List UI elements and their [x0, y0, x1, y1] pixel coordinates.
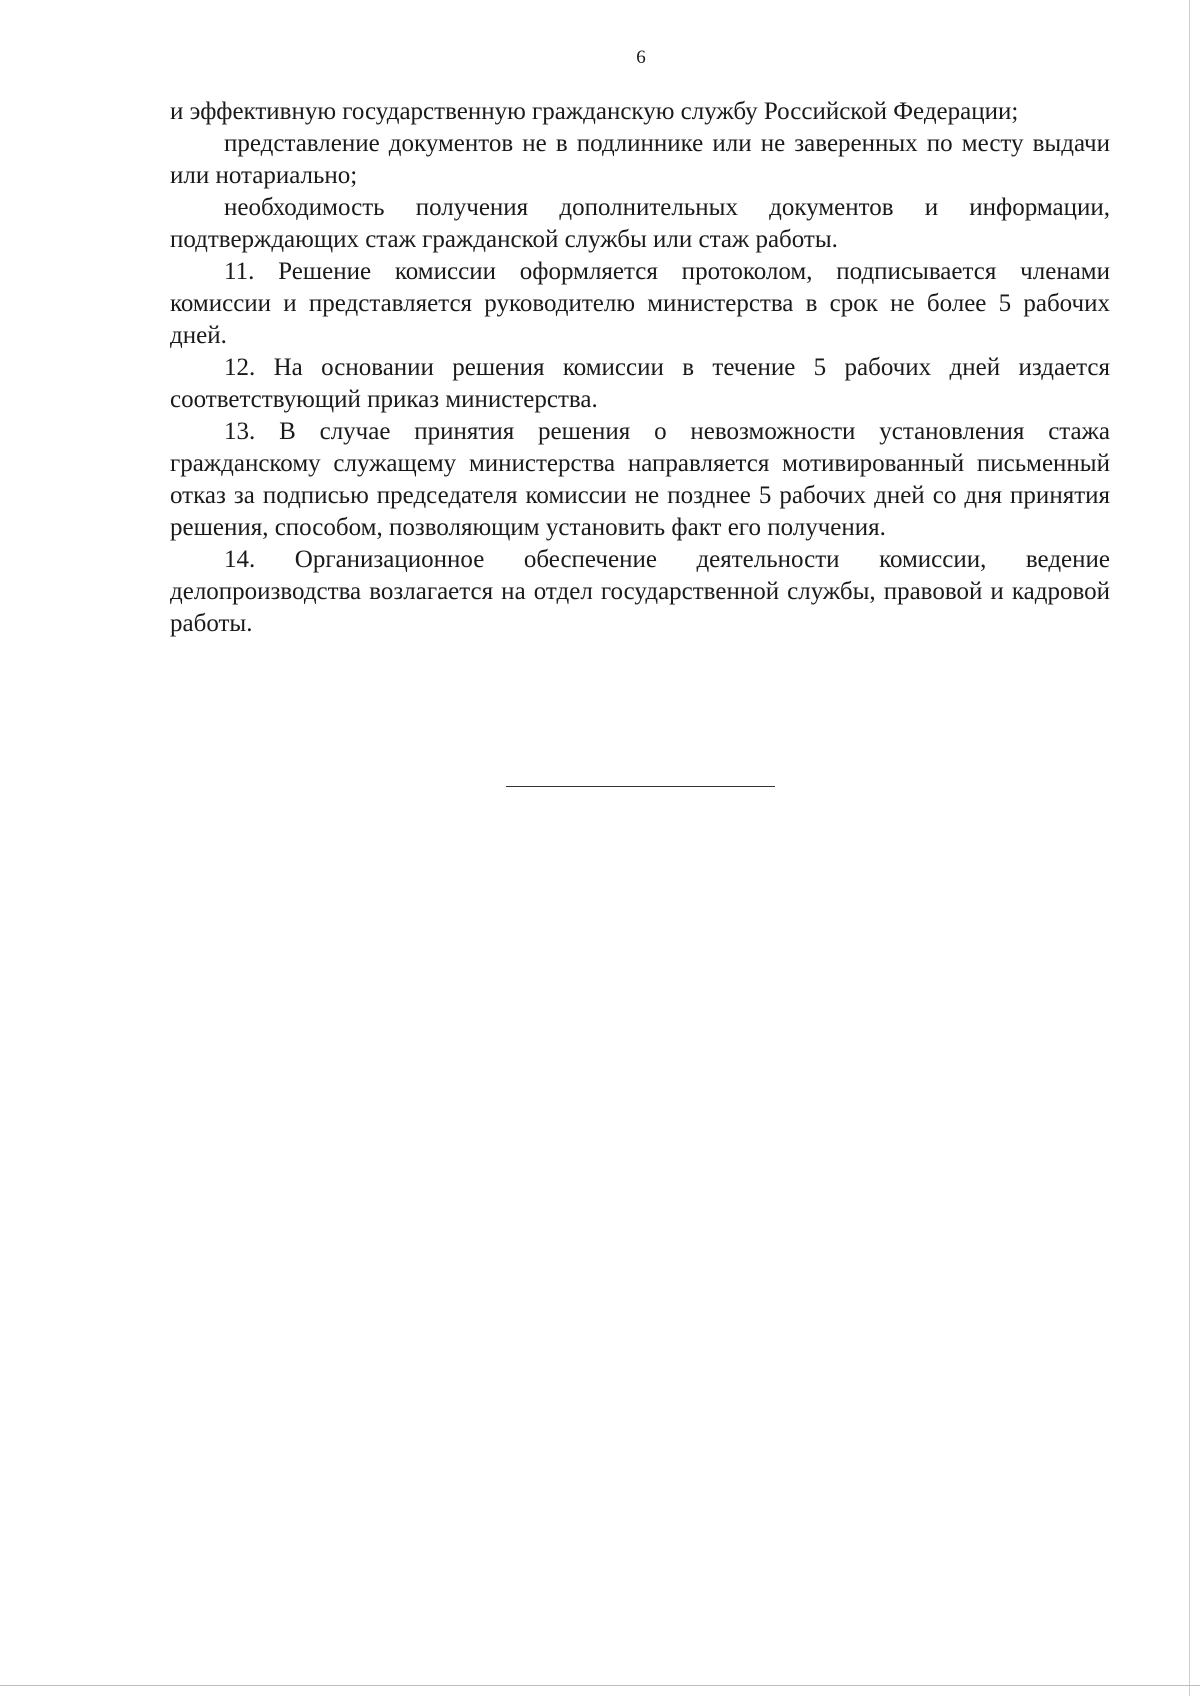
paragraph-item-11: 11. Решение комиссии оформляется протоколом, подписывается членами комиссии и представляется руководителю министерства в срок не более 5 рабочих дней.: [170, 258, 1110, 349]
page-number: 6: [636, 47, 646, 68]
paragraph-item-12: 12. На основании решения комиссии в течение 5 рабочих дней издается соответствующий приказ министерства.: [170, 354, 1110, 413]
scan-edge-bottom: [0, 1685, 1200, 1686]
document-body: [170, 96, 1110, 640]
paragraph-item-13: 13. В случае принятия решения о невозможности установления стажа гражданскому служащему министерства направляется мотивированный письменный отказ за подписью председателя комиссии не позднее 5 рабочих дней со дня принятия решения, способом, позволяющим установить факт его получения.: [170, 418, 1110, 541]
paragraph-original-documents: представление документов не в подлиннике или не заверенных по месту выдачи или нотариально;: [170, 130, 1110, 189]
scan-edge-right: [1189, 0, 1190, 1696]
end-of-document-rule: [506, 786, 775, 787]
paragraph-item-14: 14. Организационное обеспечение деятельности комиссии, ведение делопроизводства возлагается на отдел государственной службы, правовой и кадровой работы.: [170, 546, 1110, 637]
paragraph-continuation: и эффективную государственную гражданскую службу Российской Федерации;: [170, 98, 1019, 125]
paragraph-additional-documents: необходимость получения дополнительных документов и информации, подтверждающих стаж гражданской службы или стаж работы.: [170, 194, 1110, 253]
